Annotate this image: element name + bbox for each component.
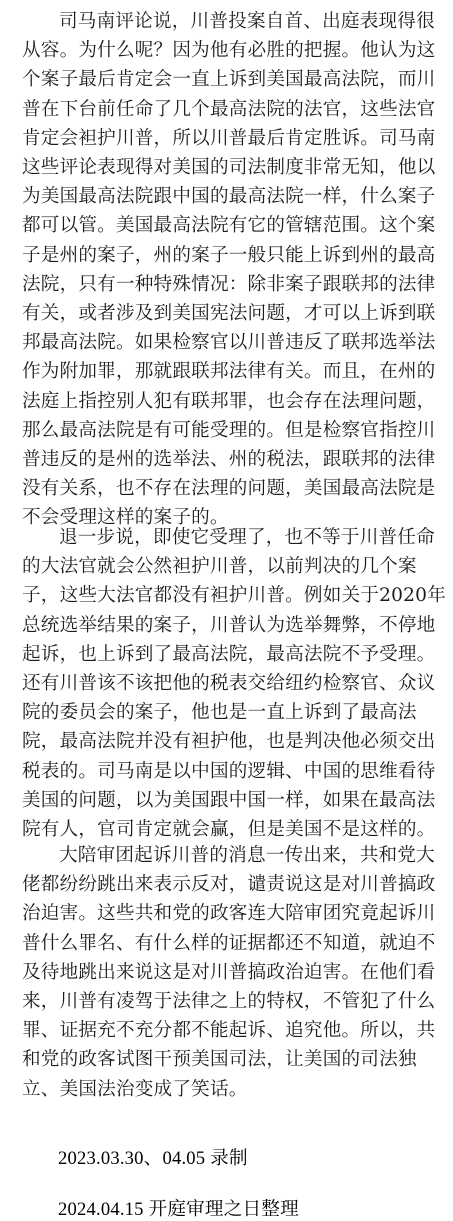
text-line: 佬都纷纷跳出来表示反对，谴责说这是对川普搞政 xyxy=(22,874,436,896)
text-line: 从容。为什么呢？因为他有必胜的把握。他认为这 xyxy=(22,40,436,62)
text-line: 罪、证据充不充分都不能起诉、追究他。所以，共 xyxy=(22,1020,436,1042)
text-line: 院的委员会的案子，他也是一直上诉到了最高法 xyxy=(22,702,417,724)
compilation-date-note: 2024.04.15 开庭审理之日整理 xyxy=(58,1199,299,1220)
text-line: 法院，只有一种特殊情况：除非案子跟联邦的法律 xyxy=(22,273,436,295)
text-line: 个案子最后肯定会一直上诉到美国最高法院，而川 xyxy=(22,69,436,91)
article-paragraph-3 xyxy=(22,841,436,1104)
text-line: 这些评论表现得对美国的司法制度非常无知，他以 xyxy=(22,157,436,179)
text-line: 没有关系，也不存在法理的问题，美国最高法院是 xyxy=(22,478,436,500)
text-line: 和党的政客试图干预美国司法，让美国的司法独 xyxy=(22,1049,417,1071)
text-line: 立、美国法治变成了笑话。 xyxy=(22,1078,248,1100)
article-paragraph-1 xyxy=(22,7,436,533)
text-line: 那么最高法院是有可能受理的。但是检察官指控川 xyxy=(22,419,436,441)
text-line: 不会受理这样的案子的。 xyxy=(22,507,229,529)
article-paragraph-2 xyxy=(22,523,446,844)
text-line: 肯定会袒护川普，所以川普最后肯定胜诉。司马南 xyxy=(22,127,436,149)
text-line: 子，这些大法官都没有袒护川普。例如关于2020年 xyxy=(22,585,446,607)
text-line: 税表的。司马南是以中国的逻辑、中国的思维看待 xyxy=(22,760,436,782)
text-line: 起诉，也上诉到了最高法院，最高法院不予受理。 xyxy=(22,643,436,665)
text-line: 及待地跳出来说这是对川普搞政治迫害。在他们看 xyxy=(22,961,436,983)
text-line: 都可以管。美国最高法院有它的管辖范围。这个案 xyxy=(22,215,436,237)
text-line: 大陪审团起诉川普的消息一传出来，共和党大 xyxy=(59,845,435,866)
text-line: 作为附加罪，那就跟联邦法律有关。而且，在州的 xyxy=(22,361,436,383)
text-line: 普违反的是州的选举法、州的税法，跟联邦的法律 xyxy=(22,449,436,471)
text-line: 退一步说，即使它受理了，也不等于川普任命 xyxy=(59,527,435,548)
text-line: 来，川普有凌驾于法律之上的特权，不管犯了什么 xyxy=(22,991,436,1013)
text-line: 总统选举结果的案子，川普认为选举舞弊，不停地 xyxy=(22,614,436,636)
text-line: 邦最高法院。如果检察官以川普违反了联邦选举法 xyxy=(22,332,436,354)
text-line: 司马南评论说，川普投案自首、出庭表现得很 xyxy=(59,11,435,32)
text-line: 治迫害。这些共和党的政客连大陪审团究竟起诉川 xyxy=(22,903,436,925)
text-line: 法庭上指控别人犯有联邦罪，也会存在法理问题， xyxy=(22,390,436,412)
text-line: 普在下台前任命了几个最高法院的法官，这些法官 xyxy=(22,98,436,120)
recording-date-note: 2023.03.30、04.05 录制 xyxy=(58,1148,248,1169)
text-line: 有关，或者涉及到美国宪法问题，才可以上诉到联 xyxy=(22,303,436,325)
text-line: 的大法官就会公然袒护川普，以前判决的几个案 xyxy=(22,556,417,578)
text-line: 子是州的案子，州的案子一般只能上诉到州的最高 xyxy=(22,244,436,266)
text-line: 院有人，官司肯定就会赢，但是美国不是这样的。 xyxy=(22,819,436,841)
text-line: 还有川普该不该把他的税表交给纽约检察官、众议 xyxy=(22,673,436,695)
text-line: 美国的问题，以为美国跟中国一样，如果在最高法 xyxy=(22,789,436,811)
text-line: 院，最高法院并没有袒护他，也是判决他必须交出 xyxy=(22,731,436,753)
text-line: 为美国最高法院跟中国的最高法院一样，什么案子 xyxy=(22,186,436,208)
text-line: 普什么罪名、有什么样的证据都还不知道，就迫不 xyxy=(22,932,436,954)
